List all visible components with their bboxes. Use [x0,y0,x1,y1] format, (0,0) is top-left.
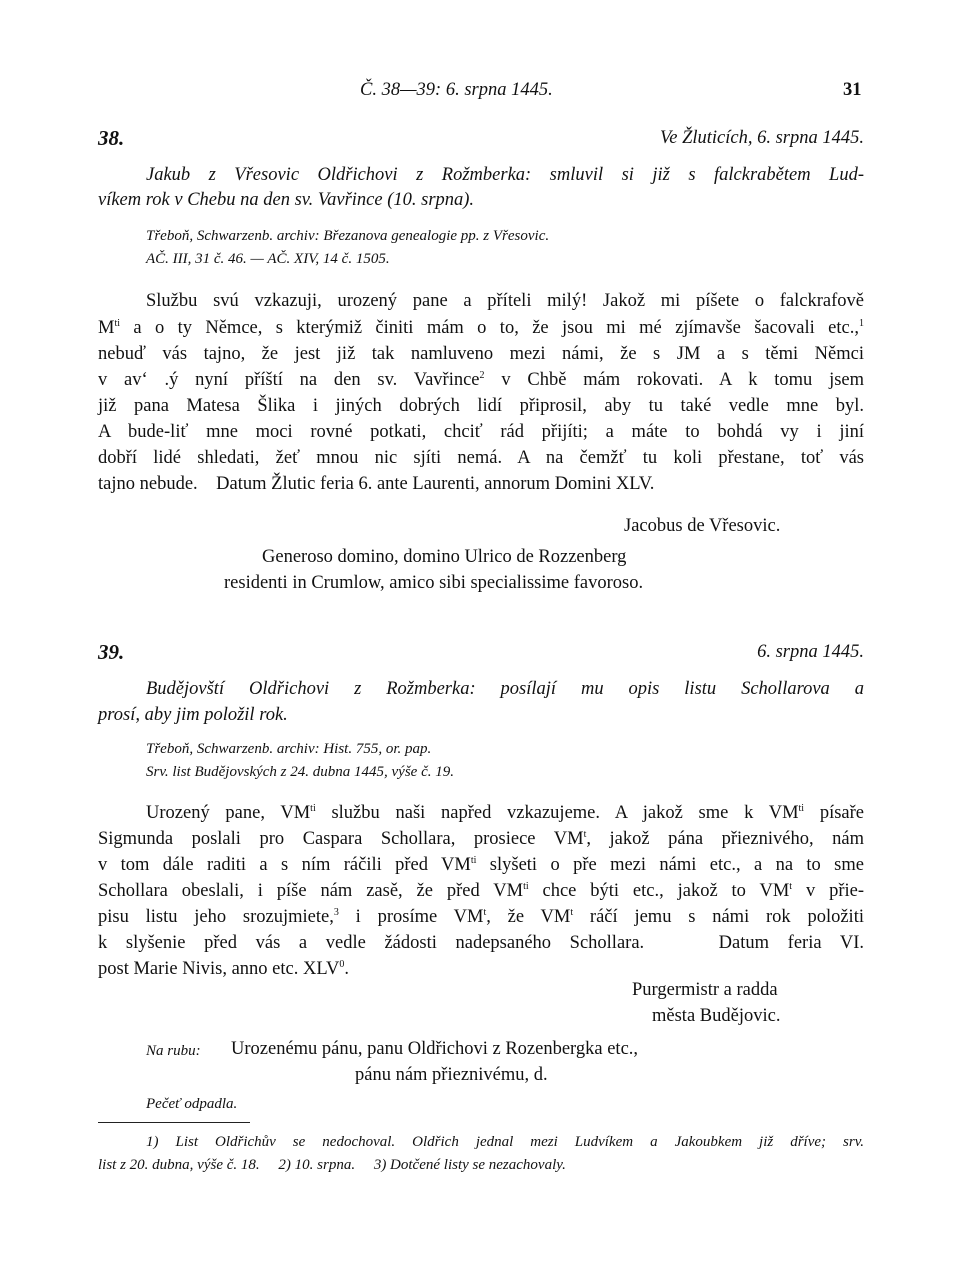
document-38-source-line: AČ. III, 31 č. 46. — AČ. XIV, 14 č. 1505. [146,251,390,267]
document-39-number: 39. [98,640,125,664]
page-number: 31 [843,80,862,100]
verso-address-line: Urozenému pánu, panu Oldřichovi z Rozenbergka etc., [231,1039,639,1059]
verso-label: Na rubu: [146,1043,201,1059]
document-38-place-date: Ve Žluticích, 6. srpna 1445. [659,128,864,148]
document-38-text-line: v av‘ .ý nyní příští na den sv. Vavřince$^2$ v Chbě mám rokovati. A k tomu jsem [98,369,865,390]
document-38-text-line: Službu svú vzkazuji, urozený pane a příteli milý! Jakož mi píšete o falckrafově [146,291,864,311]
document-38-address-line: residenti in Crumlow, amico sibi specialissime favoroso. [224,573,644,593]
document-39-text-line: Urozený pane, $VM^{ti}$ službu naši napřed vzkazujeme. A jakož sme k $VM^{ti}$ písaře [146,802,864,823]
document-39-text-line: Sigmunda poslali pro Caspara Schollara, prosiece $VM^t$, jakož pána přieznivého, nám [98,828,864,849]
document-39-source-line: Srv. list Budějovských z 24. dubna 1445, výše č. 19. [146,764,454,780]
document-38-text-line: A bude-liť mne moci rovné potkati, chciť rád přijíti; a máte to bohdá vy i jiní [98,422,864,442]
document-39-text-line: post Marie Nivis, anno etc. XLV$^0$. [98,958,349,979]
document-39-signature-line: města Budějovic. [652,1006,781,1026]
document-38-signature: Jacobus de Vřesovic. [624,516,781,536]
footnote-line: 1) List Oldřichův se nedochoval. Oldřich jednal mezi Ludvíkem a Jakoubkem již dříve; srv. [146,1134,864,1150]
document-39-text-line: v tom dále raditi a s ním ráčili před $VM^{ti}$ slyšeti o pře mezi námi etc., a na to sme [98,854,864,875]
running-title: Č. 38—39: 6. srpna 1445. [360,80,553,100]
document-39-source-line: Třeboň, Schwarzenb. archiv: Hist. 755, or. pap. [146,741,432,757]
document-38-text-line: dobří lidé shledati, žeť mnou nic sjíti nemá. A na čemžť tu koli přestane, toť vás [98,448,864,468]
document-39-text-line: pisu listu jeho srozujmiete,$^3$ i prosíme $VM^t$, že $VM^t$ ráčí jemu s námi rok položiti [98,906,864,927]
document-38-text-line: již pana Matesa Šlika i jiných dobrých lidí připrosil, aby tu také vedle mne byl. [98,396,864,416]
document-38-number: 38. [98,126,125,150]
document-39-regest-line: prosí, aby jim položil rok. [98,705,288,725]
document-38-text-line: $M^{ti}$ a o ty Němce, s kterýmiž činiti mám o to, že jsou mi mé zjímavše šacovali etc.,$^1$ [98,317,864,338]
seal-note: Pečeť odpadla. [146,1096,238,1112]
document-38-address-line: Generoso domino, domino Ulrico de Rozzenberg [262,547,627,567]
verso-address-line: pánu nám přieznivému, d. [355,1065,548,1085]
document-38-regest-line: Jakub z Vřesovic Oldřichovi z Rožmberka: smluvil si již s falckrabětem Lud- [146,165,864,185]
document-38-regest-line: víkem rok v Chebu na den sv. Vavřince (10. srpna). [98,190,475,210]
document-38-text-line: nebuď vás tajno, že jest již tak namluveno mezi námi, že s JM a s těmi Němci [98,344,864,364]
document-39-text-line: k slyšenie před vás a vedle žádosti nadepsaného Schollara. Datum feria VI. [98,933,864,953]
document-39-text-line: Schollara obeslali, i píše nám zasě, že před $VM^{ti}$ chce býti etc., jakož to $VM^t$ v přie- [98,880,864,901]
document-39-signature-line: Purgermistr a radda [632,980,778,1000]
document-38-text-line: tajno nebude. Datum Žlutic feria 6. ante Laurenti, annorum Domini XLV. [98,474,655,494]
document-39-regest-line: Budějovští Oldřichovi z Rožmberka: posílají mu opis listu Schollarova a [146,679,864,699]
footnote-divider [98,1122,250,1123]
document-39-place-date: 6. srpna 1445. [757,642,864,662]
footnote-line: list z 20. dubna, výše č. 18. 2) 10. srpna. 3) Dotčené listy se nezachovaly. [98,1157,566,1173]
document-38-source-line: Třeboň, Schwarzenb. archiv: Březanova genealogie pp. z Vřesovic. [146,228,550,244]
